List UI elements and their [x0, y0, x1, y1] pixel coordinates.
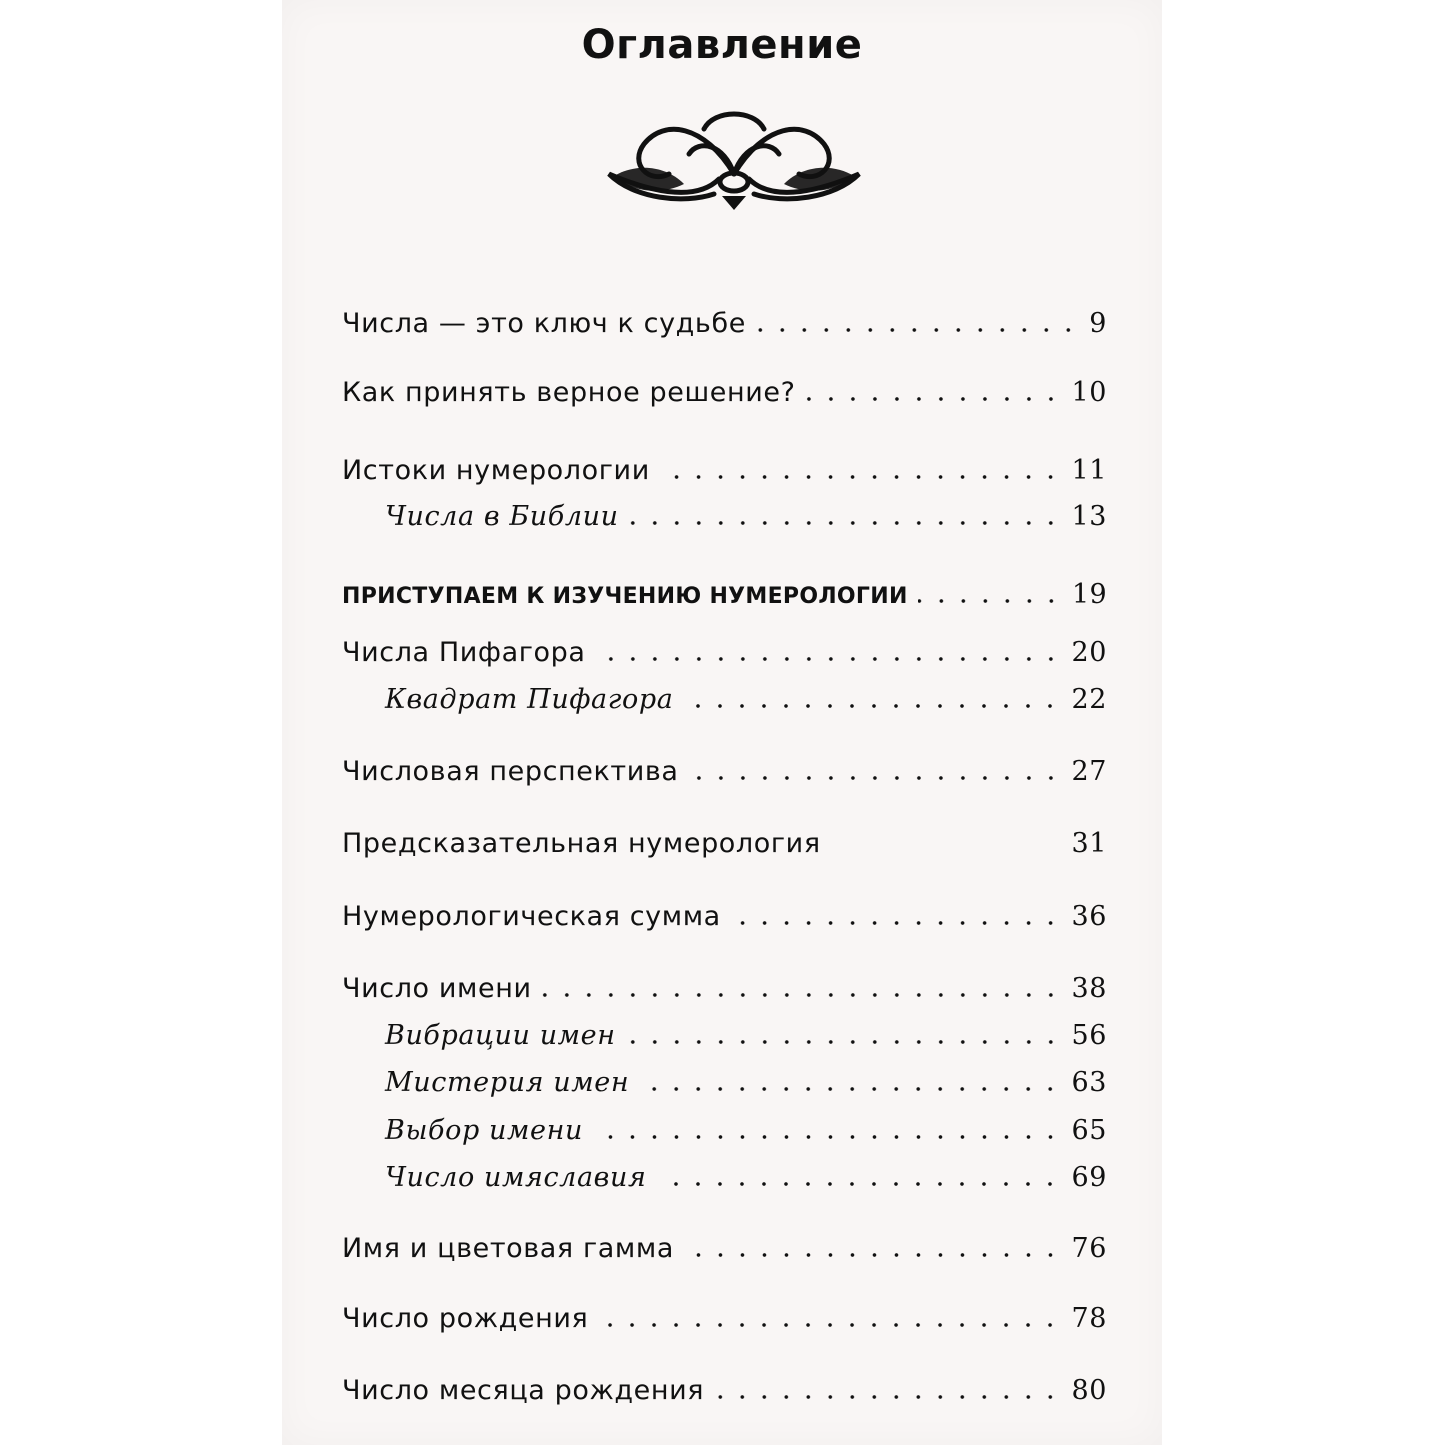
- toc-entry-page: 80: [1071, 1375, 1107, 1406]
- toc-subentry: [385, 1056, 1107, 1096]
- toc-entry-label: Мистерия имен: [385, 1067, 630, 1098]
- toc-entry-page: 76: [1071, 1233, 1107, 1264]
- toc-entry-page: 36: [1071, 901, 1107, 932]
- toc-entry: [342, 1364, 1107, 1404]
- toc-entry-page: 20: [1071, 637, 1107, 668]
- toc-subentry: [385, 1104, 1107, 1144]
- toc-entry-page: 10: [1071, 377, 1107, 408]
- toc-entry-label: Вибрации имен: [385, 1020, 616, 1051]
- toc-entry-page: 65: [1071, 1115, 1107, 1146]
- leader-dots: [689, 776, 1062, 780]
- leader-dots: [756, 328, 1079, 332]
- toc-section-heading: [342, 568, 1107, 608]
- toc-entry-page: 22: [1071, 684, 1107, 715]
- leader-dots: [831, 848, 1062, 852]
- toc-entry-label: Числа Пифагора: [342, 637, 586, 668]
- leader-dots: [593, 1135, 1061, 1139]
- toc-entry-label: Числа — это ключ к судьбе: [342, 308, 746, 339]
- leader-dots: [714, 1395, 1061, 1399]
- toc-entry-page: 31: [1071, 828, 1107, 859]
- toc-entry-label: ПРИСТУПАЕМ К ИЗУЧЕНИЮ НУМЕРОЛОГИИ: [342, 584, 908, 609]
- toc-entry-label: Числовая перспектива: [342, 756, 679, 787]
- toc-entry-page: 38: [1071, 973, 1107, 1004]
- leader-dots: [598, 1323, 1061, 1327]
- toc-entry-label: Нумерологическая сумма: [342, 901, 721, 932]
- leader-dots: [660, 475, 1062, 479]
- toc-entry-label: Число рождения: [342, 1303, 589, 1334]
- toc-entry: [342, 366, 1107, 406]
- toc-entry-label: Как принять верное решение?: [342, 377, 796, 408]
- toc-entry-label: Число месяца рождения: [342, 1375, 705, 1406]
- toc-entry: [342, 297, 1107, 337]
- leader-dots: [684, 1253, 1061, 1257]
- leader-dots: [656, 1182, 1061, 1186]
- toc-entry-page: 9: [1089, 308, 1107, 339]
- leader-dots: [683, 704, 1061, 708]
- toc-subentry: [385, 490, 1107, 530]
- toc-entry-page: 78: [1071, 1303, 1107, 1334]
- toc-subentry: [385, 1151, 1107, 1191]
- leader-dots: [639, 1087, 1061, 1091]
- book-page: [282, 0, 1162, 1445]
- leader-dots: [806, 397, 1062, 401]
- toc-entry-label: Имя и цветовая гамма: [342, 1233, 674, 1264]
- toc-entry-label: Квадрат Пифагора: [385, 684, 674, 715]
- ornament-icon: [604, 104, 864, 214]
- toc-entry-page: 63: [1071, 1067, 1107, 1098]
- leader-dots: [918, 599, 1062, 603]
- toc-entry-label: Число имени: [342, 973, 532, 1004]
- toc-entry-label: Число имяславия: [385, 1162, 647, 1193]
- toc-entry-page: 27: [1071, 756, 1107, 787]
- toc-entry: [342, 890, 1107, 930]
- leader-dots: [596, 657, 1062, 661]
- toc-entry-page: 13: [1071, 501, 1107, 532]
- toc-entry: [342, 444, 1107, 484]
- toc-entry-page: 11: [1071, 455, 1107, 486]
- toc-entry: [342, 626, 1107, 666]
- toc-entry-label: Истоки нумерологии: [342, 455, 650, 486]
- leader-dots: [731, 921, 1062, 925]
- toc-subentry: [385, 1009, 1107, 1049]
- toc-entry-page: 56: [1071, 1020, 1107, 1051]
- leader-dots: [629, 521, 1062, 525]
- toc-entry-label: Числа в Библии: [385, 501, 619, 532]
- toc-entry: [342, 1222, 1107, 1262]
- toc-entry: [342, 817, 1107, 857]
- toc-entry-label: Предсказательная нумерология: [342, 828, 821, 859]
- toc-entry: [342, 1292, 1107, 1332]
- toc-entry: [342, 745, 1107, 785]
- leader-dots: [542, 993, 1062, 997]
- toc-entry: [342, 962, 1107, 1002]
- toc-entry-label: Выбор имени: [385, 1115, 583, 1146]
- toc-entry-page: 19: [1072, 579, 1107, 610]
- toc-subentry: [385, 673, 1107, 713]
- page-title: Оглавление: [581, 22, 863, 68]
- toc-entry-page: 69: [1071, 1162, 1107, 1193]
- leader-dots: [626, 1040, 1062, 1044]
